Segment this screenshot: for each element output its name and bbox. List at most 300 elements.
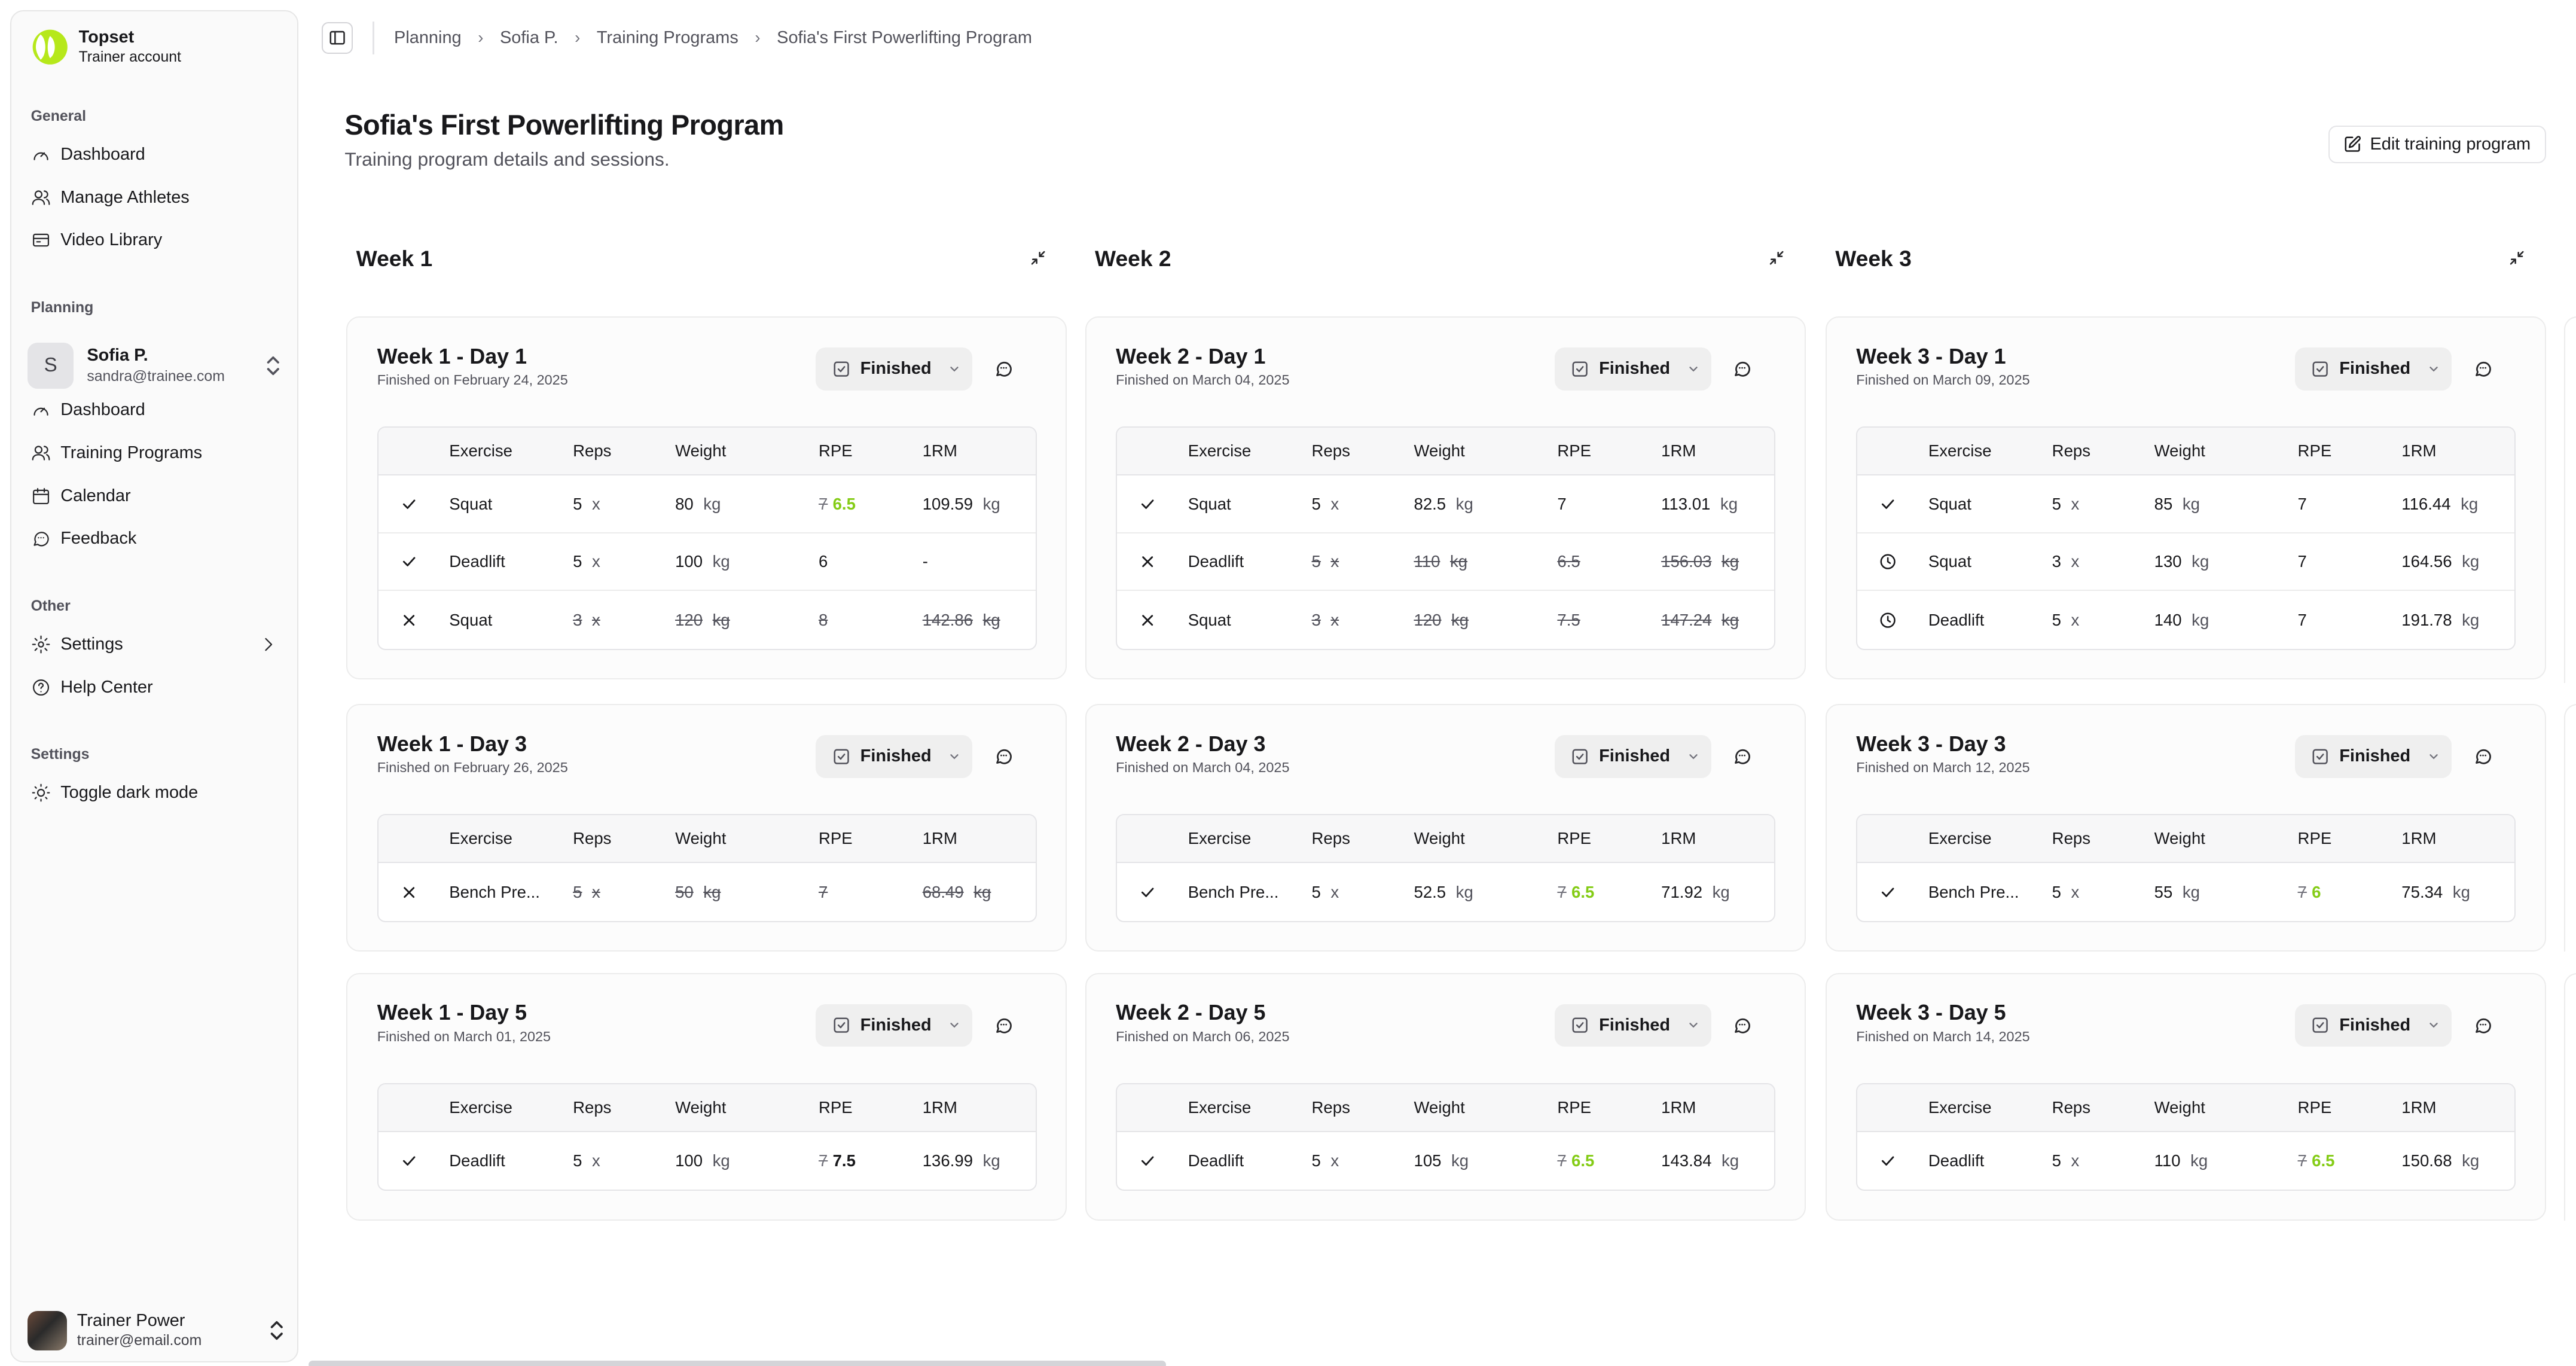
weight-value: 82.5 xyxy=(1414,494,1446,513)
col-weight: Weight xyxy=(1414,441,1465,461)
edit-icon xyxy=(2343,135,2361,153)
chevron-down-icon xyxy=(948,1019,961,1032)
reps-cell xyxy=(573,1132,600,1190)
session-card xyxy=(1826,973,2546,1221)
breadcrumb-planning[interactable]: Planning xyxy=(394,28,462,47)
feedback-chat-icon[interactable] xyxy=(1732,359,1752,379)
col-rpe: RPE xyxy=(1557,1097,1592,1117)
col-rpe: RPE xyxy=(1557,441,1592,461)
col-weight: Weight xyxy=(2154,441,2205,461)
rpe-cell xyxy=(1557,863,1594,921)
weight-unit: kg xyxy=(2192,610,2209,629)
weight-unit: kg xyxy=(1455,494,1473,513)
chevrons-up-down-icon xyxy=(265,356,282,376)
chevron-right-icon: › xyxy=(575,28,581,47)
user-email: trainer@email.com xyxy=(77,1332,202,1349)
weight-unit: kg xyxy=(703,882,721,901)
sidebar-item-athlete-dashboard[interactable] xyxy=(21,389,288,432)
section-label-general: General xyxy=(30,108,86,125)
weight-unit: kg xyxy=(712,1151,730,1170)
weight-cell xyxy=(2154,1132,2208,1190)
session-title: Week 2 - Day 3 xyxy=(1116,731,1266,756)
exercise-name: Deadlift xyxy=(1928,610,1985,629)
week-column xyxy=(1826,231,2546,1170)
weight-cell xyxy=(1414,863,1473,921)
table-header xyxy=(1857,1084,2514,1132)
sidebar-item-label: Help Center xyxy=(60,677,153,697)
rpe-target: 7 xyxy=(1557,1151,1567,1170)
week-title: Week 1 xyxy=(356,245,433,271)
col-reps: Reps xyxy=(573,441,612,461)
reps-unit: x xyxy=(591,882,600,901)
col-reps: Reps xyxy=(573,1097,612,1117)
sidebar-item-label: Training Programs xyxy=(60,443,203,463)
col-rpe: RPE xyxy=(818,441,853,461)
row-status xyxy=(1879,1132,1897,1190)
weight-unit: kg xyxy=(1455,882,1473,901)
rpe-value: 7 xyxy=(1557,494,1567,513)
one-rm-unit: kg xyxy=(973,882,991,901)
table-header xyxy=(379,815,1036,863)
col-weight: Weight xyxy=(675,441,727,461)
one-rm-unit: kg xyxy=(982,494,1000,513)
status-label: Finished xyxy=(1599,1015,1671,1035)
one-rm-cell xyxy=(1661,475,1738,532)
rpe-actual: 6.5 xyxy=(2312,1151,2335,1170)
reps-cell xyxy=(573,863,600,921)
weight-unit: kg xyxy=(1451,610,1469,629)
horizontal-scrollbar[interactable] xyxy=(309,1361,1166,1366)
user-menu[interactable] xyxy=(28,1303,291,1359)
session-title: Week 2 - Day 5 xyxy=(1116,1001,1266,1025)
collapse-icon[interactable] xyxy=(1029,249,1047,267)
row-status xyxy=(400,591,418,649)
sidebar-item-video-library[interactable] xyxy=(21,219,288,262)
weight-value: 130 xyxy=(2154,552,2182,571)
one-rm-unit: kg xyxy=(1721,1151,1739,1170)
status-dropdown[interactable] xyxy=(816,1004,972,1047)
section-label-settings: Settings xyxy=(30,746,90,763)
exercise-name: Squat xyxy=(1188,610,1231,629)
table-row[interactable] xyxy=(1117,533,1774,591)
session-title: Week 3 - Day 5 xyxy=(1856,1001,2006,1025)
session-card xyxy=(346,973,1067,1221)
col-reps: Reps xyxy=(1311,1097,1350,1117)
exercise-name: Bench Pre... xyxy=(1928,882,2019,901)
col-exercise: Exercise xyxy=(449,829,512,848)
sidebar-item-help-center[interactable] xyxy=(21,666,288,709)
status-dropdown[interactable] xyxy=(1555,347,1711,391)
breadcrumb-athlete[interactable]: Sofia P. xyxy=(499,28,558,47)
x-icon xyxy=(400,883,418,901)
one-rm-cell xyxy=(1661,591,1739,649)
chevron-down-icon xyxy=(1687,362,1700,376)
x-icon xyxy=(1139,553,1156,571)
row-status xyxy=(1139,1132,1156,1190)
checkbox-icon xyxy=(832,1016,850,1034)
table-row[interactable] xyxy=(379,1132,1036,1190)
exercise-table xyxy=(377,814,1037,922)
rpe-value: 7.5 xyxy=(1557,610,1580,629)
session-card xyxy=(1826,704,2546,952)
user-avatar xyxy=(28,1311,67,1350)
one-rm-value: 116.44 xyxy=(2401,494,2451,513)
one-rm-cell xyxy=(923,863,991,921)
divider xyxy=(373,22,374,54)
reps-cell xyxy=(2052,533,2080,590)
users-icon xyxy=(31,443,51,463)
sidebar-item-feedback[interactable] xyxy=(21,517,288,560)
session-title: Week 1 - Day 3 xyxy=(377,731,527,756)
status-dropdown[interactable] xyxy=(2295,347,2452,391)
edit-button-label: Edit training program xyxy=(2370,134,2531,154)
weight-value: 110 xyxy=(2154,1151,2181,1170)
col-1rm: 1RM xyxy=(2401,441,2437,461)
chevron-right-icon xyxy=(258,635,278,654)
chevron-down-icon xyxy=(2427,362,2440,376)
chat-icon xyxy=(31,529,51,548)
weight-value: 50 xyxy=(675,882,694,901)
one-rm-value: 68.49 xyxy=(922,882,964,901)
session-date: Finished on March 01, 2025 xyxy=(377,1028,551,1044)
one-rm-value: 75.34 xyxy=(2401,882,2443,901)
col-exercise: Exercise xyxy=(1188,829,1252,848)
table-header xyxy=(1117,1084,1774,1132)
sidebar-toggle-icon xyxy=(328,29,346,47)
weight-unit: kg xyxy=(1451,1151,1469,1170)
exercise-table xyxy=(1856,1083,2516,1191)
col-reps: Reps xyxy=(2052,1097,2091,1117)
col-reps: Reps xyxy=(2052,441,2091,461)
rpe-cell xyxy=(819,1132,856,1190)
brand[interactable] xyxy=(31,28,181,67)
exercise-table xyxy=(1116,814,1775,922)
row-status xyxy=(1879,863,1897,921)
col-exercise: Exercise xyxy=(449,1097,512,1117)
weight-cell xyxy=(675,863,721,921)
gauge-icon xyxy=(31,400,51,420)
col-rpe: RPE xyxy=(818,829,853,848)
weight-unit: kg xyxy=(712,552,730,571)
reps-unit: x xyxy=(591,552,600,571)
status-dropdown[interactable] xyxy=(1555,1004,1711,1047)
feedback-chat-icon[interactable] xyxy=(1732,1016,1752,1035)
status-dropdown[interactable] xyxy=(2295,735,2452,778)
gear-icon xyxy=(31,635,51,654)
weight-cell xyxy=(1414,475,1473,532)
reps-value: 5 xyxy=(2052,1151,2062,1170)
checkbox-icon xyxy=(832,360,850,378)
status-dropdown[interactable] xyxy=(816,347,972,391)
table-row[interactable] xyxy=(1857,863,2514,921)
check-icon xyxy=(400,553,418,571)
user-name: Trainer Power xyxy=(77,1310,185,1330)
rpe-target: 7 xyxy=(2297,1151,2307,1170)
weight-value: 100 xyxy=(675,552,703,571)
table-row[interactable] xyxy=(1117,591,1774,649)
table-row[interactable] xyxy=(1117,863,1774,921)
feedback-chat-icon[interactable] xyxy=(994,1016,1014,1035)
checkbox-icon xyxy=(1571,748,1589,766)
table-row[interactable] xyxy=(1857,1132,2514,1190)
breadcrumb-training-programs[interactable]: Training Programs xyxy=(596,28,738,47)
exercise-name: Deadlift xyxy=(1928,1151,1985,1170)
sidebar-item-dashboard[interactable] xyxy=(21,133,288,176)
session-title: Week 1 - Day 5 xyxy=(377,1001,527,1025)
feedback-chat-icon[interactable] xyxy=(2473,1016,2493,1035)
rpe-actual: 6.5 xyxy=(832,494,856,513)
reps-unit: x xyxy=(1330,610,1339,629)
session-date: Finished on March 14, 2025 xyxy=(1856,1028,2030,1044)
weight-unit: kg xyxy=(703,494,721,513)
edit-training-program-button[interactable] xyxy=(2328,126,2546,163)
status-label: Finished xyxy=(2339,1015,2411,1035)
rpe-cell xyxy=(2298,1132,2335,1190)
checkbox-icon xyxy=(2311,748,2329,766)
rpe-value: 7 xyxy=(2297,494,2307,513)
rpe-cell xyxy=(1557,1132,1594,1190)
reps-cell xyxy=(1312,591,1339,649)
rpe-cell xyxy=(2298,533,2307,590)
reps-value: 5 xyxy=(1311,1151,1321,1170)
weight-cell xyxy=(675,591,730,649)
check-icon xyxy=(1879,883,1897,901)
col-reps: Reps xyxy=(573,829,612,848)
feedback-chat-icon[interactable] xyxy=(2473,359,2493,379)
status-label: Finished xyxy=(2339,359,2411,379)
weight-value: 52.5 xyxy=(1414,882,1446,901)
check-icon xyxy=(1879,495,1897,513)
col-weight: Weight xyxy=(2154,829,2205,848)
rpe-value: 6.5 xyxy=(1557,552,1580,571)
one-rm-unit: kg xyxy=(982,1151,1000,1170)
session-card xyxy=(1085,704,1806,952)
athlete-email: sandra@trainee.com xyxy=(87,368,225,385)
checkbox-icon xyxy=(2311,360,2329,378)
table-row[interactable] xyxy=(1857,533,2514,591)
week-column xyxy=(1085,231,1806,1170)
col-exercise: Exercise xyxy=(1928,829,1992,848)
exercise-table xyxy=(1116,1083,1775,1191)
reps-unit: x xyxy=(2071,1151,2080,1170)
session-card xyxy=(1826,316,2546,679)
sidebar-item-settings[interactable] xyxy=(21,623,288,666)
reps-value: 3 xyxy=(573,610,582,629)
chevrons-up-down-icon xyxy=(268,1321,285,1340)
row-status xyxy=(400,863,418,921)
row-status xyxy=(1879,533,1897,590)
reps-value: 5 xyxy=(2052,494,2062,513)
clock-icon xyxy=(1879,553,1897,571)
one-rm-value: 156.03 xyxy=(1661,552,1712,571)
section-label-other: Other xyxy=(30,598,71,615)
nav-planning xyxy=(21,389,288,560)
exercise-name: Squat xyxy=(449,494,493,513)
col-rpe: RPE xyxy=(2297,1097,2332,1117)
sidebar-item-label: Calendar xyxy=(60,486,131,505)
sun-icon xyxy=(31,783,51,803)
reps-unit: x xyxy=(591,494,600,513)
rpe-cell xyxy=(819,591,828,649)
weight-unit: kg xyxy=(2192,552,2209,571)
weight-cell xyxy=(2154,591,2209,649)
col-reps: Reps xyxy=(2052,829,2091,848)
session-title: Week 3 - Day 1 xyxy=(1856,344,2006,368)
row-status xyxy=(1139,863,1156,921)
status-label: Finished xyxy=(860,359,932,379)
check-icon xyxy=(1139,1152,1156,1170)
reps-value: 5 xyxy=(1311,494,1321,513)
chevron-down-icon xyxy=(2427,750,2440,763)
col-weight: Weight xyxy=(1414,1097,1465,1117)
one-rm-value: 147.24 xyxy=(1661,610,1712,629)
status-label: Finished xyxy=(1599,359,1671,379)
exercise-name: Squat xyxy=(449,610,493,629)
rpe-value: 7 xyxy=(2297,552,2307,571)
video-library-icon xyxy=(31,230,51,250)
one-rm-unit: kg xyxy=(2461,494,2479,513)
check-icon xyxy=(1879,1152,1897,1170)
weight-cell xyxy=(2154,533,2209,590)
rpe-cell xyxy=(819,863,828,921)
feedback-chat-icon[interactable] xyxy=(2473,746,2493,766)
status-label: Finished xyxy=(860,1015,932,1035)
checkbox-icon xyxy=(1571,360,1589,378)
sidebar-item-label: Settings xyxy=(60,634,123,654)
sidebar xyxy=(10,10,299,1362)
table-row[interactable] xyxy=(1857,591,2514,649)
row-status xyxy=(1879,475,1897,532)
one-rm-value: 164.56 xyxy=(2401,552,2452,571)
week-4-card-edge xyxy=(2564,973,2576,1221)
feedback-chat-icon[interactable] xyxy=(994,746,1014,766)
reps-value: 5 xyxy=(2052,610,2062,629)
session-date: Finished on March 04, 2025 xyxy=(1116,760,1290,776)
one-rm-cell xyxy=(923,1132,1000,1190)
rpe-target: 7 xyxy=(2297,882,2307,901)
table-row[interactable] xyxy=(1117,1132,1774,1190)
weight-unit: kg xyxy=(1449,552,1468,571)
reps-cell xyxy=(1312,1132,1339,1190)
reps-unit: x xyxy=(2071,494,2080,513)
brand-account-type: Trainer account xyxy=(78,49,181,66)
reps-value: 3 xyxy=(1311,610,1321,629)
exercise-name: Deadlift xyxy=(1188,552,1244,571)
week-4-card-edge xyxy=(2564,704,2576,952)
weight-unit: kg xyxy=(2190,1151,2208,1170)
athlete-avatar: S xyxy=(28,343,74,389)
table-header xyxy=(1117,815,1774,863)
table-row[interactable] xyxy=(1857,475,2514,533)
one-rm-unit: kg xyxy=(1721,552,1739,571)
col-1rm: 1RM xyxy=(1661,1097,1696,1117)
rpe-value: 8 xyxy=(818,610,828,629)
collapse-icon[interactable] xyxy=(1768,249,1786,267)
feedback-chat-icon[interactable] xyxy=(994,359,1014,379)
chevron-down-icon xyxy=(1687,1019,1700,1032)
col-weight: Weight xyxy=(675,1097,727,1117)
sidebar-item-label: Dashboard xyxy=(60,400,145,420)
status-dropdown[interactable] xyxy=(2295,1004,2452,1047)
sidebar-toggle-button[interactable] xyxy=(322,22,353,53)
reps-value: 5 xyxy=(1311,552,1321,571)
status-dropdown[interactable] xyxy=(816,735,972,778)
check-icon xyxy=(400,495,418,513)
exercise-name: Squat xyxy=(1928,494,1971,513)
one-rm-value: 113.01 xyxy=(1661,494,1711,513)
topbar xyxy=(322,18,1032,57)
table-header xyxy=(379,428,1036,475)
weight-cell xyxy=(675,533,730,590)
weight-unit: kg xyxy=(2182,494,2200,513)
athlete-switcher[interactable] xyxy=(25,336,288,395)
reps-value: 5 xyxy=(573,882,582,901)
session-date: Finished on March 12, 2025 xyxy=(1856,760,2030,776)
table-row[interactable] xyxy=(379,863,1036,921)
rpe-cell xyxy=(819,475,856,532)
table-row[interactable] xyxy=(379,475,1036,533)
rpe-target: 7 xyxy=(818,494,828,513)
one-rm-value: 191.78 xyxy=(2401,610,2452,629)
reps-unit: x xyxy=(591,1151,600,1170)
chevron-down-icon xyxy=(948,362,961,376)
one-rm-unit: kg xyxy=(982,610,1000,629)
weight-value: 120 xyxy=(1414,610,1442,629)
reps-cell xyxy=(1312,533,1339,590)
reps-unit: x xyxy=(1330,1151,1339,1170)
rpe-value: 6 xyxy=(818,552,828,571)
weight-cell xyxy=(2154,863,2200,921)
col-1rm: 1RM xyxy=(1661,441,1696,461)
weight-value: 105 xyxy=(1414,1151,1442,1170)
one-rm-cell xyxy=(2401,591,2479,649)
feedback-chat-icon[interactable] xyxy=(1732,746,1752,766)
rpe-cell xyxy=(2298,863,2321,921)
exercise-name: Deadlift xyxy=(1188,1151,1244,1170)
session-date: Finished on March 04, 2025 xyxy=(1116,372,1290,388)
sidebar-item-manage-athletes[interactable] xyxy=(21,176,288,219)
week-header xyxy=(346,231,1067,287)
status-label: Finished xyxy=(2339,746,2411,766)
athlete-name: Sofia P. xyxy=(87,345,148,365)
reps-cell xyxy=(1312,475,1339,532)
sidebar-item-toggle-dark-mode[interactable] xyxy=(21,772,288,815)
sidebar-item-label: Feedback xyxy=(60,529,137,548)
sidebar-item-training-programs[interactable] xyxy=(21,432,288,475)
one-rm-cell xyxy=(2401,1132,2479,1190)
table-row[interactable] xyxy=(1117,475,1774,533)
one-rm-cell xyxy=(2401,863,2470,921)
sidebar-item-calendar[interactable] xyxy=(21,474,288,517)
table-row[interactable] xyxy=(379,533,1036,591)
table-row[interactable] xyxy=(379,591,1036,649)
x-icon xyxy=(400,611,418,629)
chevron-right-icon: › xyxy=(478,28,484,47)
nav-other xyxy=(21,623,288,709)
collapse-icon[interactable] xyxy=(2508,249,2526,267)
calendar-icon xyxy=(31,486,51,506)
exercise-table xyxy=(1116,426,1775,650)
status-dropdown[interactable] xyxy=(1555,735,1711,778)
x-icon xyxy=(1139,611,1156,629)
reps-value: 5 xyxy=(573,494,582,513)
check-icon xyxy=(1139,883,1156,901)
weight-cell xyxy=(675,475,721,532)
chevron-right-icon: › xyxy=(755,28,761,47)
session-title: Week 2 - Day 1 xyxy=(1116,344,1266,368)
exercise-table xyxy=(377,1083,1037,1191)
table-header xyxy=(1117,428,1774,475)
